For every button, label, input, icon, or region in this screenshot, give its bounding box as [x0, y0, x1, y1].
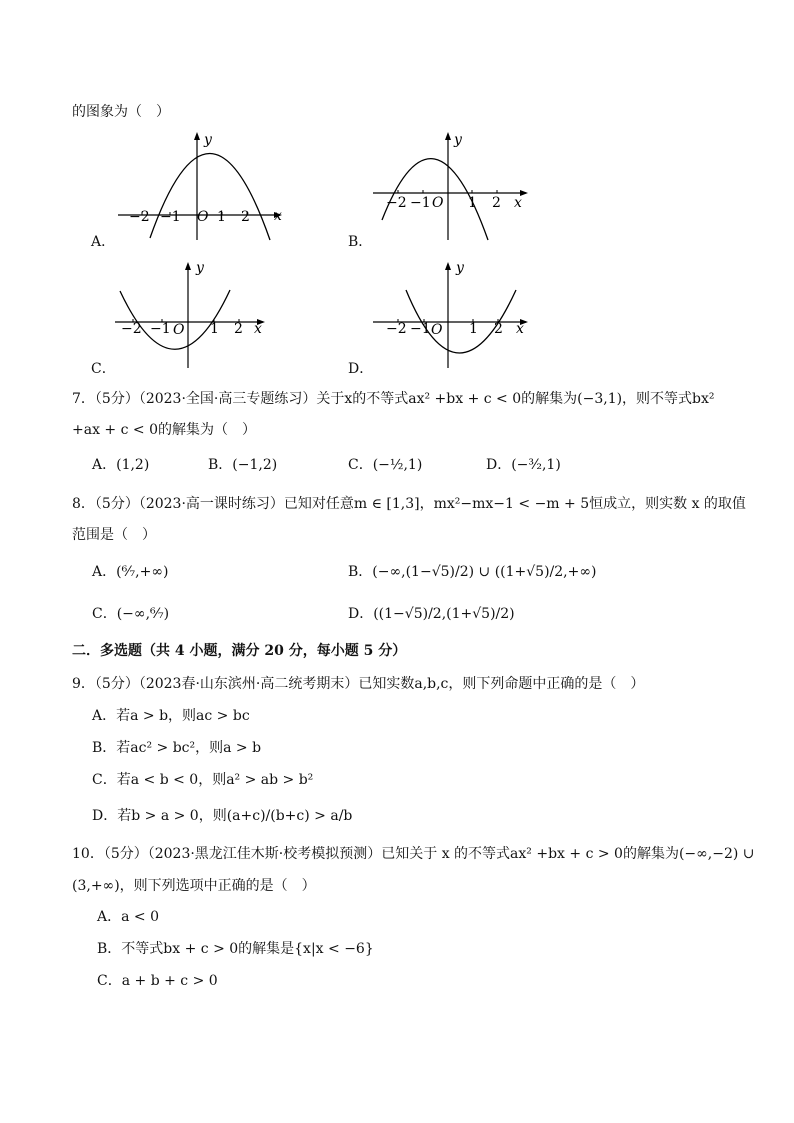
graph-a [110, 128, 290, 243]
graph-c-tick-1: 1 [210, 321, 219, 337]
q10-option-c: C．a + b + c > 0 [97, 973, 218, 989]
q8-option-d: D．((1−√5)/2,(1+√5)/2) [348, 606, 515, 622]
graph-a-tick-m2: −2 [129, 209, 150, 225]
q7-line2: +ax + c < 0的解集为（ ） [72, 422, 256, 438]
graph-c-tick-m2: −2 [121, 321, 142, 337]
q8-line2: 范围是（ ） [72, 527, 156, 543]
graph-b [368, 128, 538, 243]
graph-a-tick-2: 2 [241, 209, 250, 225]
q7-option-c: C．(−½,1) [348, 457, 423, 473]
graph-d [368, 258, 538, 371]
graph-a-y-label: y [204, 132, 212, 148]
graph-a-origin: O [197, 209, 209, 225]
q10-line2: (3,+∞)，则下列选项中正确的是（ ） [72, 878, 316, 894]
graph-c-label: C． [91, 361, 116, 377]
q9-option-d: D．若b > a > 0，则(a+c)/(b+c) > a/b [92, 808, 353, 824]
q8-option-c: C．(−∞,⁶⁄₇) [92, 606, 170, 622]
graph-d-y-label: y [456, 260, 464, 276]
q10-option-b: B．不等式bx + c > 0的解集是{x|x < −6} [97, 941, 374, 957]
q7-option-b: B．(−1,2) [208, 457, 278, 473]
q7-option-d: D．(−³⁄₂,1) [486, 457, 561, 473]
graph-b-y-label: y [454, 132, 462, 148]
q9-option-a: A．若a > b，则ac > bc [92, 708, 250, 724]
q8-line1: 8．（5分）（2023·高一课时练习）已知对任意m ∈ [1,3]，mx²−mx−1 < −m + 5恒成立，则实数 x 的取值 [72, 496, 746, 512]
intro-text: 的图象为（ ） [72, 104, 170, 120]
graph-b-tick-1: 1 [468, 195, 477, 211]
graph-d-x-label: x [516, 321, 524, 337]
graph-b-tick-m1: −1 [410, 195, 431, 211]
q8-option-a: A．(⁶⁄₇,+∞) [92, 564, 169, 580]
q9-stem: 9．（5分）（2023春·山东滨州·高二统考期末）已知实数a,b,c，则下列命题中正确的是（ ） [72, 676, 645, 692]
graph-d-tick-2: 2 [494, 321, 503, 337]
graph-d-tick-m1: −1 [410, 321, 431, 337]
graph-a-x-label: x [274, 208, 282, 224]
graph-c [110, 258, 280, 371]
q7-option-a: A．(1,2) [92, 457, 150, 473]
graph-c-tick-m1: −1 [150, 321, 171, 337]
q7-line1: 7．（5分）（2023·全国·高三专题练习）关于x的不等式ax² +bx + c < 0的解集为(−3,1)，则不等式bx² [72, 391, 715, 407]
graph-d-tick-1: 1 [469, 321, 478, 337]
graph-a-label: A． [91, 234, 116, 250]
graph-c-origin: O [173, 322, 185, 338]
q8-option-b: B．(−∞,(1−√5)/2) ∪ ((1+√5)/2,+∞) [348, 564, 597, 580]
graph-b-tick-2: 2 [492, 195, 501, 211]
graph-c-tick-2: 2 [234, 321, 243, 337]
graph-d-label: D． [348, 361, 374, 377]
graph-b-tick-m2: −2 [386, 195, 407, 211]
graph-b-x-label: x [514, 195, 522, 211]
q9-option-c: C．若a < b < 0，则a² > ab > b² [92, 772, 314, 788]
section2-heading: 二．多选题（共 4 小题，满分 20 分，每小题 5 分） [72, 643, 407, 659]
q10-line1: 10．（5分）（2023·黑龙江佳木斯·校考模拟预测）已知关于 x 的不等式ax² +bx + c > 0的解集为(−∞,−2) ∪ [72, 846, 755, 862]
graph-b-origin: O [432, 195, 444, 211]
q9-option-b: B．若ac² > bc²，则a > b [92, 740, 262, 756]
q10-option-a: A．a < 0 [97, 909, 159, 925]
graph-c-x-label: x [254, 321, 262, 337]
graph-b-label: B． [348, 234, 373, 250]
graph-c-y-label: y [196, 260, 204, 276]
graph-d-origin: O [431, 322, 443, 338]
graph-a-tick-m1: −1 [160, 209, 181, 225]
graph-a-tick-1: 1 [217, 209, 226, 225]
graph-d-tick-m2: −2 [386, 321, 407, 337]
